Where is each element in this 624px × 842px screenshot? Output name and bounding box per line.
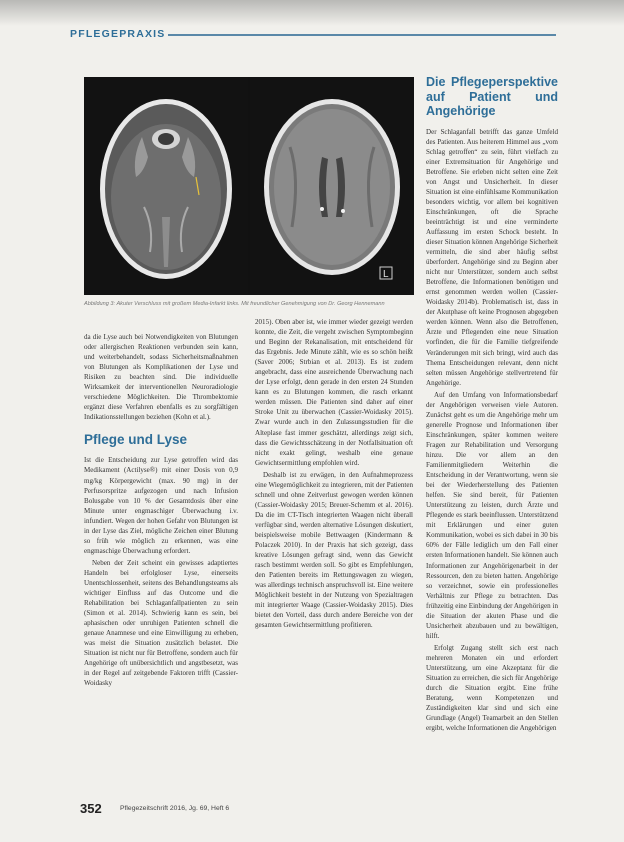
ct-scan-left — [84, 77, 248, 295]
paragraph: 2015). Oben aber ist, wie immer wieder gezeigt werden konnte, die Zeit, die vergeht zwischen Symptombeginn und Beginn der Rekanalisation, mit entscheidend für das Ergebnis. Jede Minute zählt, wie es so schön heißt (Saver 2006; Strbian et al. 2013). Es ist zudem angebracht, dass eine ausreichende Überwachung nach der Lyse erfolgt, denn gerade in den ersten 24 Stunden kann es zu Blutungen kommen, die rasch erkannt werden müssen. Die Patienten sind daher auf einer Stroke Unit zu überwachen (Cassier-Woidasky 2015). Zwar wurde auch in den Zulassungsstudien für die Alteplase fast immer geschätzt, allerdings zeigt sich, dass die Gewichtsschätzung in der Notfallsituation oft nicht exakt gelingt, weshalb eine genaue Gewichtsermittlung empfohlen wird. — [255, 318, 413, 467]
paragraph: Auf den Umfang von Informationsbedarf der Angehörigen verweisen viele Autoren. Zunächst geht es um die Angehörige mehr um generelle Prognose und Informationen über Einschränkungen, später kommen weitere Fragen zur Rehabilitation und Versorgung hinzu. Die vor allem an den Familienmitgliedern Weiterhin die Entscheidung in der Verantwortung, wenn sie bei der Wiederherstellung des Patienten helfen. Sie sind bereit, für Patienten Unterstützung zu leisten, durch Ärzte und Pflegende es stark beeinflussen. Unterstützend mit Erklärungen und einer guten Kommunikation, wobei es sich dabei in 30 bis 60% der Fälle lediglich um den Fall einer ersten Informationen handelt. Sie können auch Informationen zur Angehörigenarbeit in der Ressourcen, den zu bieten hatten. Angehörige so verzeichnet, sowie ein professionelles Verhältnis zur Pflege zu betrachten. Das frühzeitig eine Einbindung der Angehörigen in die Situation der akuten Phase und die Unsicherheit abzubauen und zu bewältigen, hilft. — [426, 390, 558, 640]
paragraph: Der Schlaganfall betrifft das ganze Umfeld des Patienten. Aus heiterem Himmel aus „vom Schlag getroffen“ zu sein, führt vielfach zu einer Extremsituation für Angehörige und Betroffene. Sie erleben nicht selten eine Zeit von Angst und Unsicherheit. In dieser Situation ist eine einfühlsame Kommunikation besonders wichtig, vor allem bei kognitiven Einschränkungen, oft die Sprache beeinträchtigt ist und eine verminderte Auffassung im ersten Schock besteht. In dieser Situation können Angehörige Sicherheit vermitteln, die sind aber häufig selbst überfordert. Angehörige sind zu Beginn aber nicht nur Unterstützer, sondern auch selbst Betroffene, die Informationen benötigen und ernst genommen werden wollen (Cassier-Woidasky 2014b). Problematisch ist, dass in der Akutphase oft keine Prognosen abgegeben werden können. Wenn also die Betroffenen, Ärzte und Pflegenden eine neue Situation vorfinden, die für die Familie tiefgreifende Veränderungen mit sich bringt, wird auch das Thema Entscheidungen relevant, denn nicht selten müssen Angehörige stellvertretend für Angehörige. — [426, 127, 558, 387]
ct-scan-right — [250, 77, 414, 295]
ct-scan-figure — [84, 77, 414, 295]
paragraph: Deshalb ist zu erwägen, in den Aufnahmeprozess eine Wiegemöglichkeit zu integrieren, mit der Patienten schnell und ohne Zeitverlust gewogen werden können (Cassier-Woidasky 2015; Breuer-Schemm et al. 2016). Da die im CT-Tisch integrierten Waagen nicht überall verfügbar sind, werden alternative Lösungen diskutiert, beispielsweise mobile Bettwaagen (Kindermann & Polaczek 2010). In der Praxis hat sich gezeigt, dass kreative Lösungen gefragt sind, wenn das Gewicht rasch bestimmt werden soll. So gibt es Empfehlungen, den Patienten bereits im Rettungswagen zu wiegen, was allerdings technisch anspruchsvoll ist. Eine weitere Möglichkeit besteht in der Nutzung von Spezialtragen mit integrierter Waage (Cassier-Woidasky 2015). Dies bietet den Vorteil, dass durch andere Bereiche von der gesamten Gewichtsermittlung profitieren. — [255, 470, 413, 630]
section-heading-pflege-und-lyse: Pflege und Lyse — [84, 432, 188, 448]
page-number: 352 — [80, 801, 102, 816]
paragraph: Ist die Entscheidung zur Lyse getroffen wird das Medikament (Actilyse®) mit einer Dosis von 0,9 mg/kg Körpergewicht (max. 90 mg) in der Perfusorspritze aufgezogen und nach Infusion Bolusgabe von 10 % der Gesamtdosis über eine Minute unter engmaschiger Überwachung i.v. infundiert. Wegen der hohen Gefahr von Blutungen ist in der Lyse das Ziel, mögliche Zeichen einer Blutung so früh wie möglich zu erkennen, was eine engmaschige Überwachung erfordert. — [84, 456, 238, 555]
scan-marker-right: L — [383, 269, 389, 280]
column-right — [426, 75, 558, 735]
header-rule — [168, 34, 556, 36]
column-left — [84, 332, 238, 691]
column-middle — [255, 317, 413, 632]
paragraph: Erfolgt Zugang stellt sich erst nach mehreren Monaten ein und erfordert Unterstützung, um eine Akzeptanz für die Situation zu erreichen, die sich für Angehörige durch die Situation ergibt. Eine frühe Beratung, wenn Kompetenzen und Zuständigkeiten klar sind und sich eine Grundlage (Angel) Teamarbeit an den Stellen ergibt, welche Informationen die Angehörigen — [426, 643, 558, 733]
section-header: PFLEGEPRAXIS — [70, 28, 166, 40]
paragraph: da die Lyse auch bei Notwendigkeiten von Blutungen oder allergischen Reaktionen verbunden sein kann, und weiterbehandelt, sodass Sicherheitsmaßnahmen von Blutungen als Komplikationen der Lyse und Risiken zu beachten sind. Die individuelle Wirksamkeit der interventionellen Neuroradiologie verschiedene Möglichkeiten. Die Thrombektomie ergänzt diese Verfahren ebenfalls es zu sorgfältigen Indikationsstellungen beziehen (Kohn et al.). — [84, 333, 238, 422]
top-shadow — [0, 0, 624, 26]
journal-source: Pflegezeitschrift 2016, Jg. 69, Heft 6 — [120, 805, 230, 812]
paragraph: Neben der Zeit scheint ein gewisses adaptiertes Handeln bei erfolgloser Lyse, einerseits Unentschlossenheit, seitens des Behandlungsteams als wichtiger Einfluss auf das Outcome und die Rehabilitation bei Schlaganfallpatienten zu sein (Simon et al. 2014). Schwierig kann es sein, bei aphasischen oder unruhigen Patienten schnell die genaue Anamnese und eine Einwilligung zu erheben, was meist die Situation zusätzlich belastet. Die Situation ist nicht nur für Betroffene, sondern auch für Angehörige oft unübersichtlich und angstbesetzt, was in der Regel auf zeitgebende Faktoren trifft (Cassier-Woidasky — [84, 558, 238, 688]
figure-caption: Abbildung 3: Akuter Verschluss mit großem Media-Infarkt links. Mit freundlicher Genehmigung von Dr. Georg Hennemann — [84, 301, 385, 307]
section-heading-pflegeperspektive: Die Pflegeperspektive auf Patient und Angehörige — [426, 75, 558, 118]
